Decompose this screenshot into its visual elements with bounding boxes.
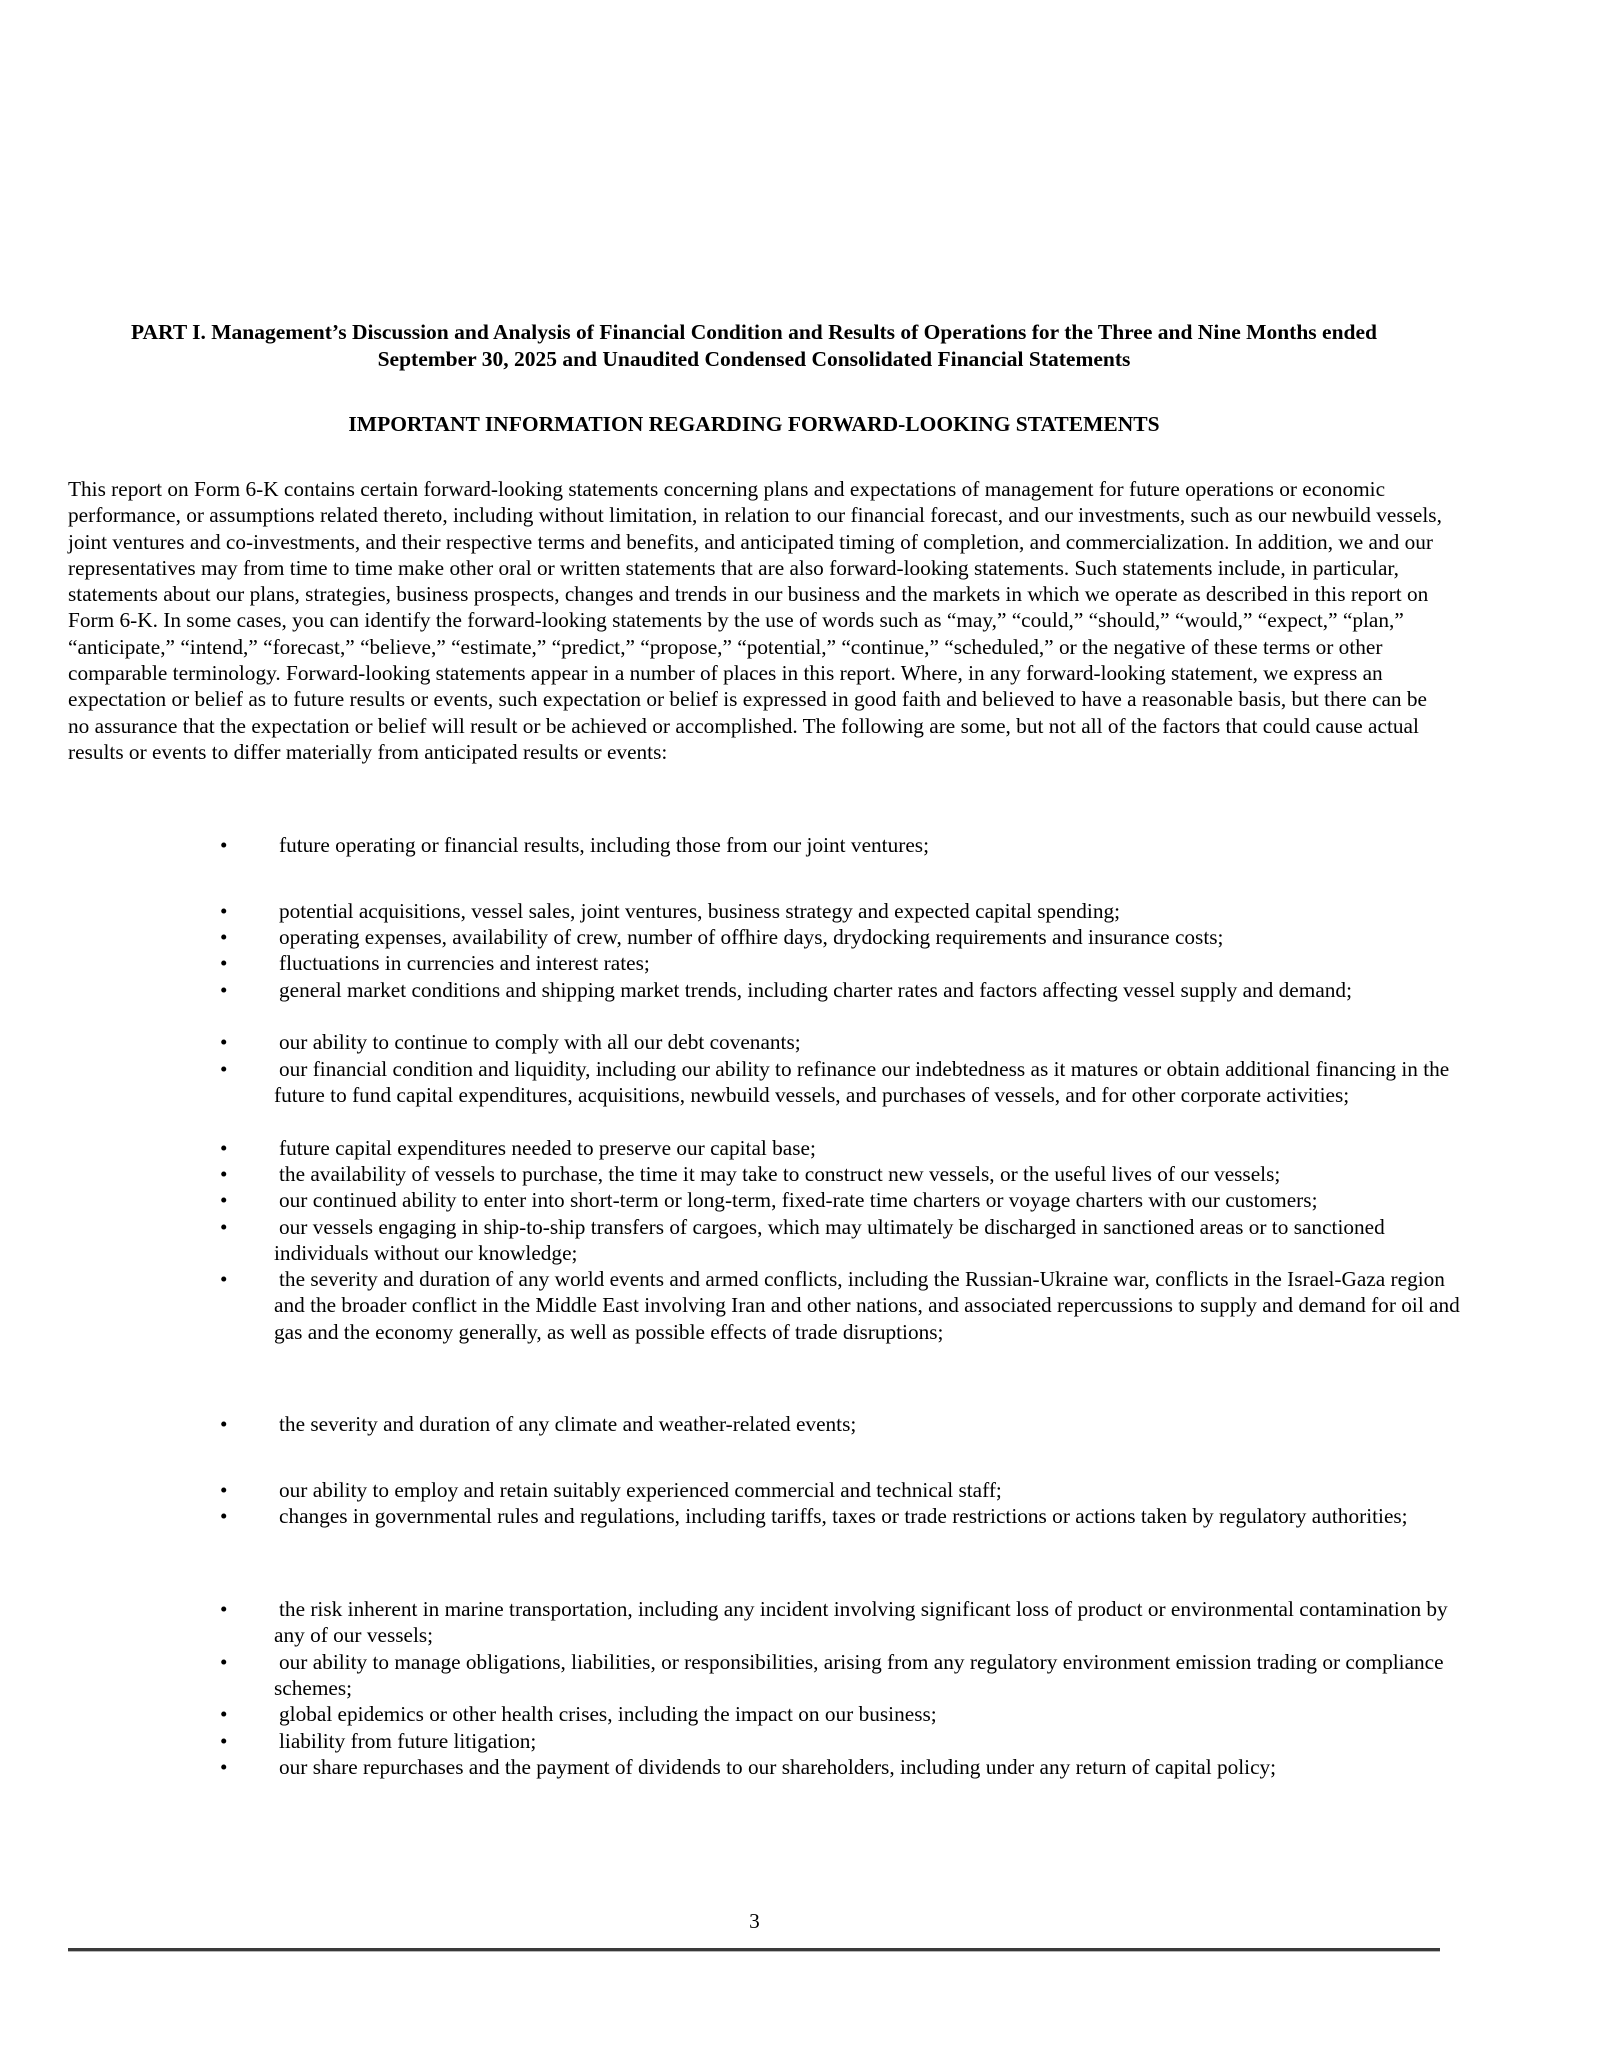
bullet-icon: • [220, 1188, 228, 1212]
list-item [220, 950, 1460, 976]
list-item-text: our continued ability to enter into short-term or long-term, fixed-rate time charters or voyage charters with our customers; [279, 1188, 1318, 1212]
list-item-text: liability from future litigation; [279, 1729, 537, 1753]
list-item-text: our vessels engaging in ship-to-ship transfers of cargoes, which may ultimately be discharged in sanctioned areas or to sanctioned individuals without our knowledge; [274, 1215, 1385, 1266]
bullet-icon: • [220, 951, 228, 975]
list-item-text: the risk inherent in marine transportation, including any incident involving significant loss of product or environmental contamination by any of our vessels; [274, 1597, 1448, 1648]
bullet-icon: • [220, 1267, 228, 1291]
bullet-icon: • [220, 1215, 228, 1239]
bullet-icon: • [220, 1030, 228, 1054]
bullet-icon: • [220, 1412, 228, 1436]
bullet-icon: • [220, 925, 228, 949]
bullet-icon: • [220, 1478, 228, 1502]
list-item [220, 1187, 1460, 1213]
list-item-text: our ability to continue to comply with all our debt covenants; [279, 1030, 801, 1054]
list-item-text: our ability to employ and retain suitably experienced commercial and technical staff; [279, 1478, 1002, 1502]
list-item-text: future operating or financial results, including those from our joint ventures; [279, 833, 929, 857]
bullet-icon: • [220, 1729, 228, 1753]
bullet-icon: • [220, 1702, 228, 1726]
list-item-text: operating expenses, availability of crew, number of offhire days, drydocking requirements and insurance costs; [279, 925, 1224, 949]
list-item [220, 1161, 1460, 1187]
list-item [220, 898, 1460, 924]
list-item [220, 977, 1460, 1003]
list-item-text: future capital expenditures needed to preserve our capital base; [279, 1136, 816, 1160]
bullet-icon: • [220, 1136, 228, 1160]
bullet-icon: • [220, 899, 228, 923]
list-item [220, 1266, 1460, 1345]
list-item-text: the availability of vessels to purchase, the time it may take to construct new vessels, or the useful lives of our vessels; [279, 1162, 1281, 1186]
list-item-text: our ability to manage obligations, liabilities, or responsibilities, arising from any regulatory environment emission trading or compliance schemes; [274, 1650, 1444, 1701]
list-item [220, 1701, 1460, 1727]
list-item [220, 1596, 1460, 1649]
list-item-text: our financial condition and liquidity, including our ability to refinance our indebtedness as it matures or obtain additional financing in the future to fund capital expenditures, acquisitions, newbuild vessels, and purchases of vessels, and for other corporate activities; [274, 1057, 1450, 1108]
bullet-icon: • [220, 1755, 228, 1779]
list-item-text: general market conditions and shipping market trends, including charter rates and factors affecting vessel supply and demand; [279, 978, 1352, 1002]
list-item [220, 1503, 1460, 1529]
list-item [220, 1754, 1460, 1780]
list-item-text: fluctuations in currencies and interest rates; [279, 951, 650, 975]
list-item [220, 924, 1460, 950]
bullet-icon: • [220, 1597, 228, 1621]
list-item-text: potential acquisitions, vessel sales, joint ventures, business strategy and expected capital spending; [279, 899, 1121, 923]
bullet-icon: • [220, 978, 228, 1002]
list-item-text: the severity and duration of any climate and weather-related events; [279, 1412, 857, 1436]
list-item [220, 1728, 1460, 1754]
list-item [220, 1411, 1460, 1437]
list-item [220, 1649, 1460, 1702]
bullet-icon: • [220, 833, 228, 857]
list-item [220, 1135, 1460, 1161]
list-item [220, 832, 1460, 858]
bullet-icon: • [220, 1057, 228, 1081]
part-heading [68, 319, 1440, 373]
intro-paragraph: This report on Form 6-K contains certain forward-looking statements concerning plans and expectations of management for future operations or economic performance, or assumptions related thereto, including without limitation, in relation to our financial forecast, and our investments, such as our newbuild vessels, joint ventures and co-investments, and their respective terms and benefits, and anticipated timing of completion, and commercialization. In addition, we and our representatives may from time to time make other oral or written statements that are also forward-looking statements. Such statements include, in particular, statements about our plans, strategies, business prospects, changes and trends in our business and the markets in which we operate as described in this report on Form 6-K. In some cases, you can identify the forward-looking statements by the use of words such as “may,” “could,” “should,” “would,” “expect,” “plan,” “anticipate,” “intend,” “forecast,” “believe,” “estimate,” “predict,” “propose,” “potential,” “continue,” “scheduled,” or the negative of these terms or other comparable terminology. Forward-looking statements appear in a number of places in this report. Where, in any forward-looking statement, we express an expectation or belief as to future results or events, such expectation or belief is expressed in good faith and believed to have a reasonable basis, but there can be no assurance that the expectation or belief will result or be achieved or accomplished. The following are some, but not all of the factors that could cause actual results or events to differ materially from anticipated results or events: [68, 477, 1442, 764]
bullet-icon: • [220, 1504, 228, 1528]
section-heading: IMPORTANT INFORMATION REGARDING FORWARD-LOOKING STATEMENTS [348, 412, 1160, 436]
list-item [220, 1029, 1460, 1055]
bullet-icon: • [220, 1162, 228, 1186]
list-item-text: our share repurchases and the payment of dividends to our shareholders, including under any return of capital policy; [279, 1755, 1277, 1779]
part-heading-line-1: PART I. Management’s Discussion and Analysis of Financial Condition and Results of Operations for the Three and Nine Months ended [130, 320, 1377, 344]
bullet-icon: • [220, 1650, 228, 1674]
list-item [220, 1214, 1460, 1267]
list-item [220, 1056, 1460, 1109]
list-item-text: changes in governmental rules and regulations, including tariffs, taxes or trade restrictions or actions taken by regulatory authorities; [279, 1504, 1408, 1528]
list-item-text: the severity and duration of any world events and armed conflicts, including the Russian-Ukraine war, conflicts in the Israel-Gaza region and the broader conflict in the Middle East involving Iran and other nations, and associated repercussions to supply and demand for oil and gas and the economy generally, as well as possible effects of trade disruptions; [274, 1267, 1460, 1344]
list-item [220, 1477, 1460, 1503]
part-heading-line-2: September 30, 2025 and Unaudited Condensed Consolidated Financial Statements [377, 347, 1131, 371]
list-item-text: global epidemics or other health crises, including the impact on our business; [279, 1702, 937, 1726]
page-number: 3 [749, 1909, 760, 1933]
footer-divider [68, 1948, 1440, 1951]
